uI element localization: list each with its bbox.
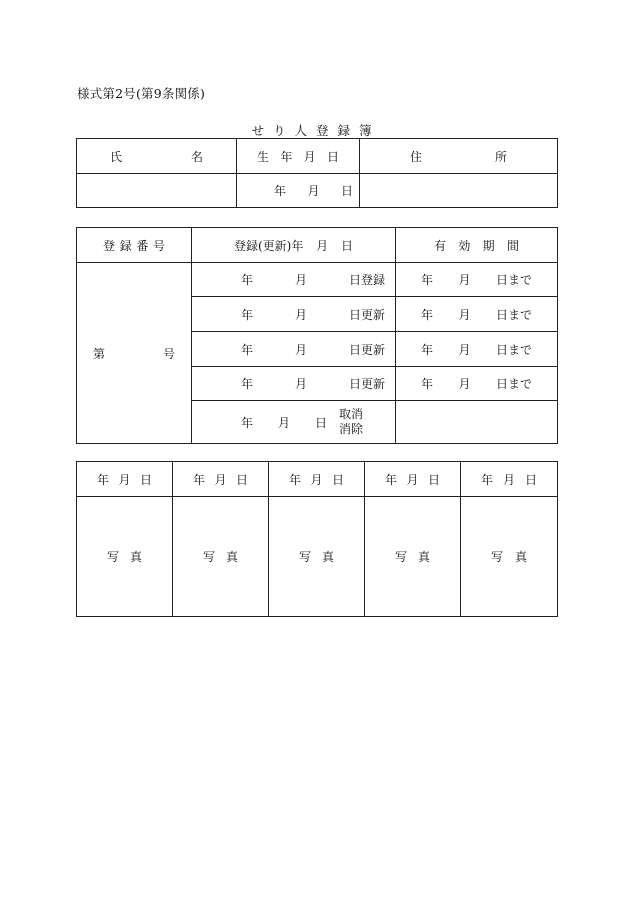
dob-header <box>237 139 360 174</box>
address-value <box>360 174 558 208</box>
year-label: 年 <box>241 342 254 357</box>
month-label: 月 <box>406 472 419 487</box>
name-header-char: 名 <box>190 149 203 164</box>
address-header-char: 所 <box>494 149 507 164</box>
photo-date-header <box>269 462 365 497</box>
address-header <box>360 139 558 174</box>
delete-label: 消除 <box>339 422 364 436</box>
period-header-char: 間 <box>506 238 519 253</box>
day-label: 日 <box>427 472 440 487</box>
month-label: 月 <box>310 472 323 487</box>
dob-day: 日 <box>340 184 353 198</box>
year-label: 年 <box>421 342 434 357</box>
photo-label-char: 真 <box>225 550 238 564</box>
date-header-part: 日 <box>340 238 353 253</box>
photo-date-header <box>173 462 269 497</box>
dob-header-char: 生 <box>257 149 270 164</box>
registration-date-cell <box>192 332 396 367</box>
dob-month: 月 <box>307 184 320 198</box>
year-label: 年 <box>481 472 494 487</box>
registration-table <box>76 227 558 444</box>
number-header <box>77 228 192 263</box>
month-label: 月 <box>458 342 471 357</box>
day-label: 日更新 <box>348 342 385 357</box>
form-title: せり人登録簿 <box>251 123 381 138</box>
year-label: 年 <box>421 307 434 322</box>
day-label: 日更新 <box>348 307 385 322</box>
address-header-char: 住 <box>410 149 423 164</box>
photo-cell <box>365 497 461 617</box>
date-header-part: 登録(更新)年 <box>234 238 304 253</box>
registration-date-cell <box>192 367 396 401</box>
year-label: 年 <box>97 472 110 487</box>
photo-cell <box>461 497 558 617</box>
period-header-char: 有 <box>434 238 447 253</box>
month-label: 月 <box>294 377 307 391</box>
dob-header-char: 年 <box>280 149 293 164</box>
number-cell <box>77 263 192 444</box>
month-label: 月 <box>278 415 291 430</box>
date-header <box>192 228 396 263</box>
year-label: 年 <box>385 472 398 487</box>
dob-value <box>237 174 360 208</box>
year-label: 年 <box>421 273 434 287</box>
month-label: 月 <box>294 273 307 287</box>
registration-date-cell <box>192 263 396 297</box>
registration-date-cell <box>192 297 396 332</box>
photo-label-char: 写 <box>107 550 120 564</box>
year-label: 年 <box>241 377 254 391</box>
dob-header-char: 日 <box>326 149 339 164</box>
day-label: 日 <box>315 415 328 430</box>
name-header-char: 氏 <box>110 149 123 164</box>
day-label: 日 <box>331 472 344 487</box>
cancellation-date-cell <box>192 401 396 444</box>
period-header-char: 期 <box>482 238 495 253</box>
form-code: 様式第2号(第9条関係) <box>77 86 206 101</box>
day-label: 日 <box>235 472 248 487</box>
day-label: 日 <box>524 472 537 487</box>
day-label: 日 <box>139 472 152 487</box>
photo-cell <box>269 497 365 617</box>
photo-cell <box>173 497 269 617</box>
day-label: 日まで <box>495 273 532 287</box>
month-label: 月 <box>458 273 471 287</box>
validity-period-cell <box>396 263 558 297</box>
photo-label-char: 写 <box>299 550 312 564</box>
number-suffix: 号 <box>162 346 175 361</box>
day-label: 日更新 <box>348 377 385 391</box>
dob-header-char: 月 <box>303 149 316 164</box>
photo-label-char: 写 <box>203 550 216 564</box>
number-header-char: 登 <box>103 238 116 253</box>
day-label: 日まで <box>495 307 532 322</box>
day-label: 日登録 <box>348 273 385 287</box>
cancel-label: 取消 <box>339 407 364 421</box>
year-label: 年 <box>193 472 206 487</box>
number-prefix: 第 <box>93 346 106 361</box>
date-header-part: 月 <box>316 238 329 253</box>
year-label: 年 <box>241 415 254 430</box>
cancellation-period-cell <box>396 401 558 444</box>
photo-label-char: 真 <box>417 550 430 564</box>
year-label: 年 <box>241 307 254 322</box>
name-value <box>77 174 237 208</box>
period-header-char: 効 <box>458 238 471 253</box>
photo-label-char: 真 <box>129 550 142 564</box>
person-table <box>76 138 558 208</box>
photo-label-char: 写 <box>395 550 408 564</box>
validity-period-cell <box>396 367 558 401</box>
period-header <box>396 228 558 263</box>
photo-date-header <box>461 462 558 497</box>
day-label: 日まで <box>495 377 532 391</box>
photo-label-char: 真 <box>321 550 334 564</box>
number-header-char: 録 <box>119 238 132 253</box>
photo-date-header <box>365 462 461 497</box>
month-label: 月 <box>458 377 471 391</box>
validity-period-cell <box>396 297 558 332</box>
photo-label-char: 真 <box>514 550 527 564</box>
month-label: 月 <box>118 472 131 487</box>
photo-cell <box>77 497 173 617</box>
year-label: 年 <box>289 472 302 487</box>
photo-table <box>76 461 558 617</box>
validity-period-cell <box>396 332 558 367</box>
month-label: 月 <box>458 307 471 322</box>
photo-date-header <box>77 462 173 497</box>
year-label: 年 <box>421 377 434 391</box>
cancel-labels <box>339 407 363 437</box>
month-label: 月 <box>502 472 515 487</box>
day-label: 日まで <box>495 342 532 357</box>
month-label: 月 <box>214 472 227 487</box>
year-label: 年 <box>241 273 254 287</box>
name-header <box>77 139 237 174</box>
month-label: 月 <box>294 307 307 322</box>
month-label: 月 <box>294 342 307 357</box>
dob-year: 年 <box>274 184 287 198</box>
photo-label-char: 写 <box>491 550 504 564</box>
number-header-char: 番 <box>136 238 149 253</box>
number-header-char: 号 <box>152 238 165 253</box>
